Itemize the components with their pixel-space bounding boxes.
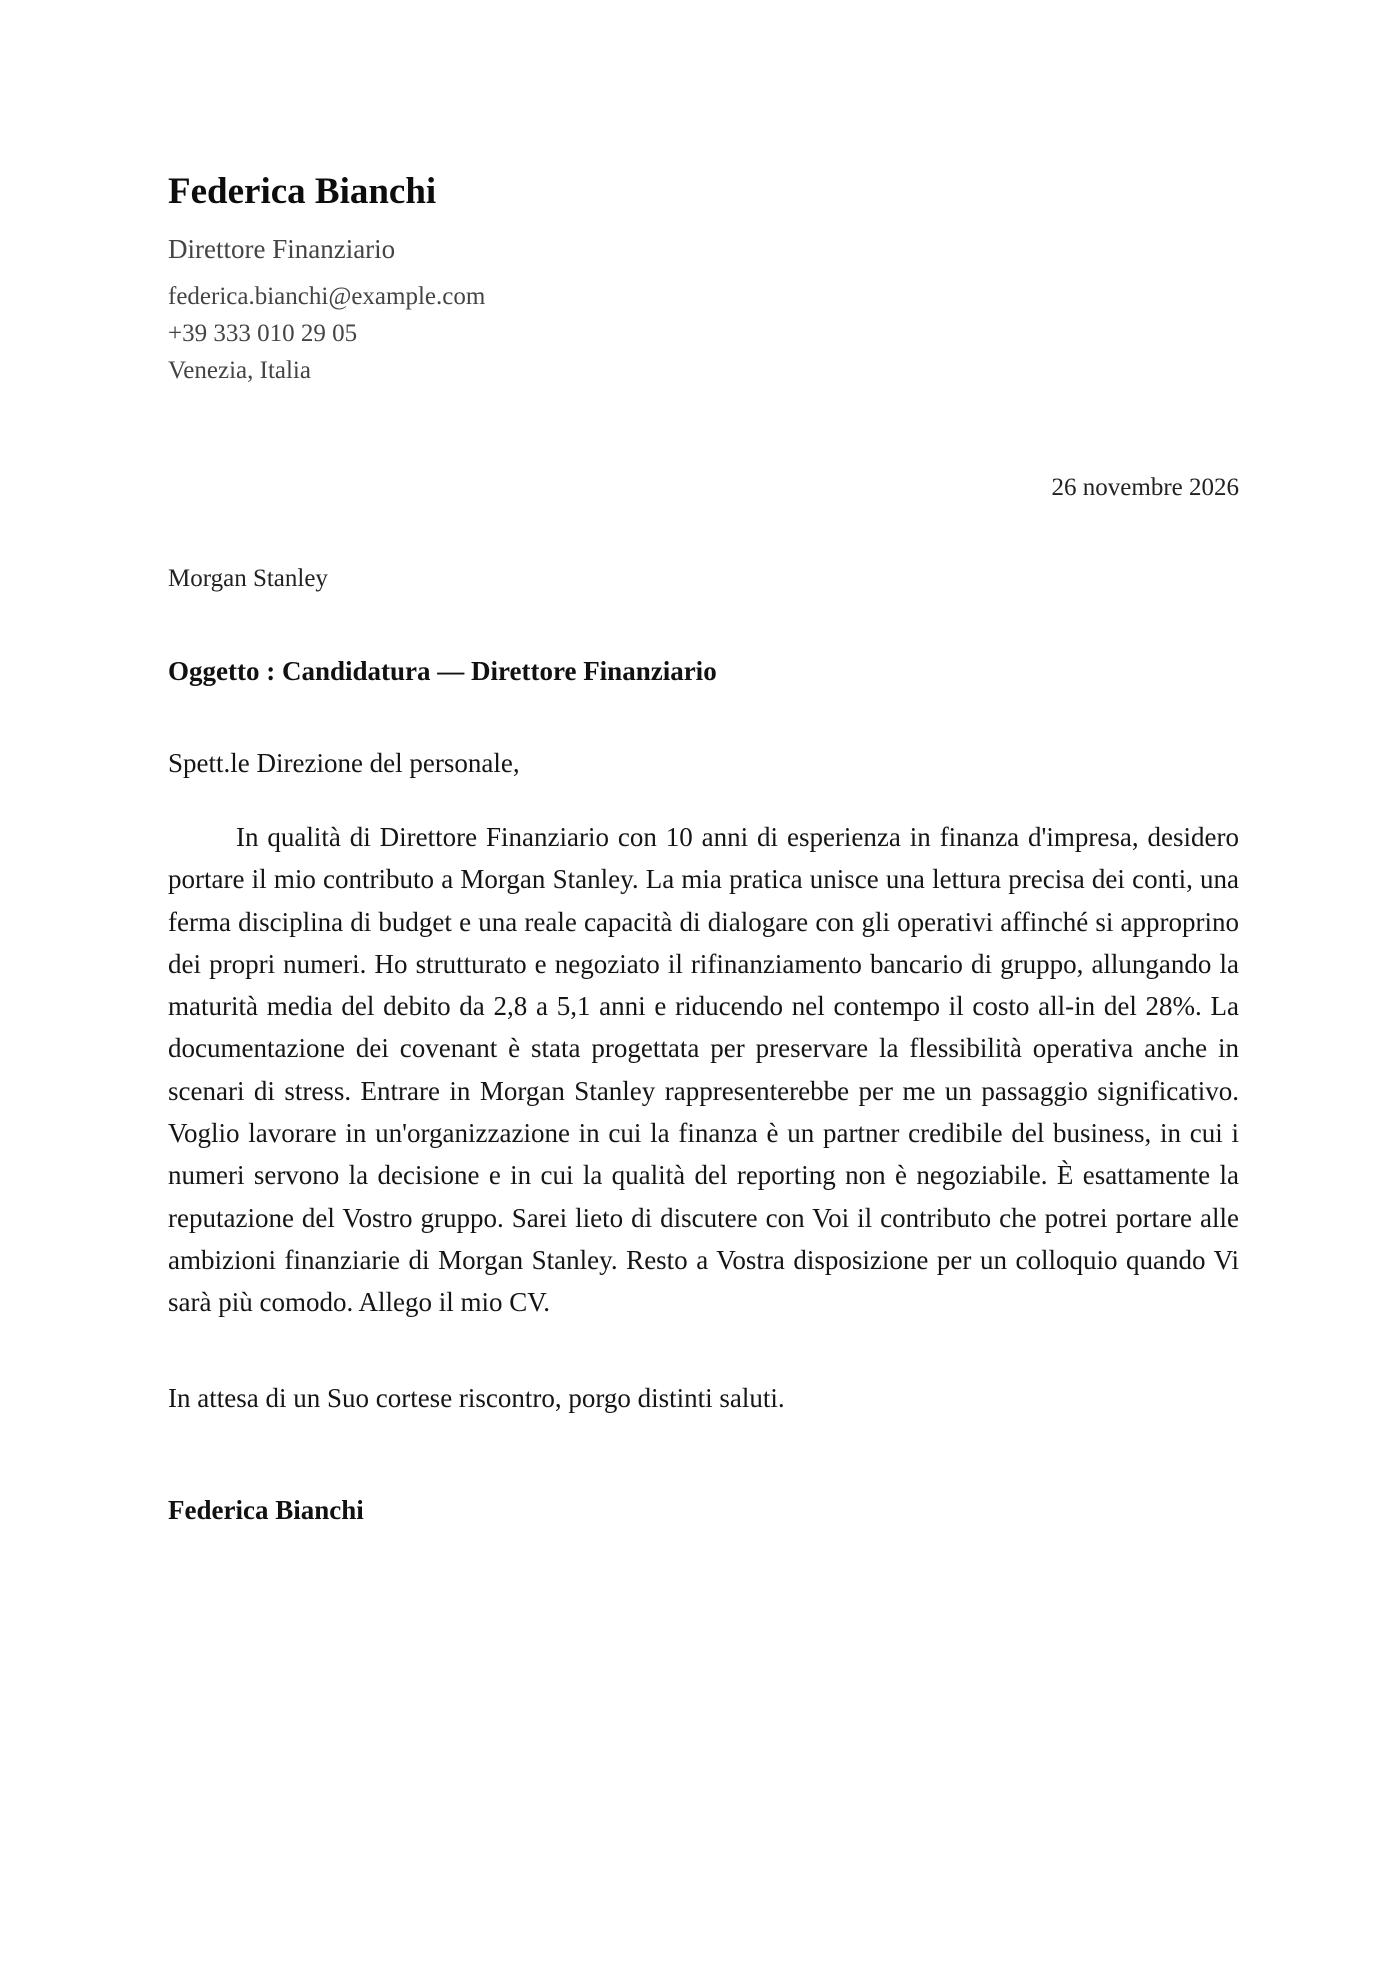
sender-role: Direttore Finanziario <box>168 234 396 264</box>
closing: In attesa di un Suo cortese riscontro, porgo distinti saluti. <box>168 1382 785 1413</box>
sender-location: Venezia, Italia <box>168 357 311 384</box>
letter-subject: Oggetto : Candidatura — Direttore Finanziario <box>168 656 717 686</box>
recipient: Morgan Stanley <box>168 565 328 592</box>
sender-name: Federica Bianchi <box>168 171 437 212</box>
letter-date: 26 novembre 2026 <box>1051 474 1239 501</box>
sender-header <box>168 168 1239 389</box>
sender-email: federica.bianchi@example.com <box>168 283 486 310</box>
signature: Federica Bianchi <box>168 1494 364 1525</box>
letter-body: In qualità di Direttore Finanziario con 10 anni di esperienza in finanza d'impresa, desidero portare il mio contributo a Morgan Stanley. La mia pratica unisce una lettura precisa dei conti, una ferma disciplina di budget e una reale capacità di dialogare con gli operativi affinché si approprino dei propri numeri. Ho strutturato e negoziato il rifinanziamento bancario di gruppo, allungando la maturità media del debito da 2,8 a 5,1 anni e riducendo nel contempo il costo all-in del 28%. La documentazione dei covenant è stata progettata per preservare la flessibilità operativa anche in scenari di stress. Entrare in Morgan Stanley rappresenterebbe per me un passaggio significativo. Voglio lavorare in un'organizzazione in cui la finanza è un partner credibile del business, in cui i numeri servono la decisione e in cui la qualità del reporting non è negoziabile. È esattamente la reputazione del Vostro gruppo. Sarei lieto di discutere con Voi il contributo che potrei portare alle ambizioni finanziarie di Morgan Stanley. Resto a Vostra disposizione per un colloquio quando Vi sarà più comodo. Allego il mio CV. <box>168 822 1239 1318</box>
salutation: Spett.le Direzione del personale, <box>168 748 520 778</box>
sender-contact <box>168 278 1239 389</box>
sender-phone: +39 333 010 29 05 <box>168 320 358 347</box>
